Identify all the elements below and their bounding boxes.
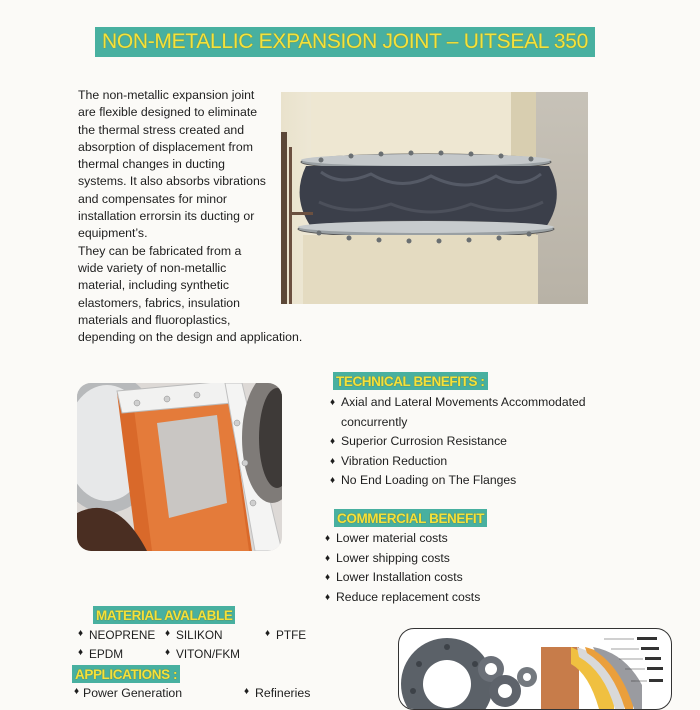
intro-line: and compensates for minor bbox=[78, 191, 228, 206]
diamond-bullet-icon: ♦ bbox=[325, 591, 331, 603]
list-item bbox=[325, 588, 585, 608]
orange-bellows-photo bbox=[77, 383, 282, 551]
layer-diagram-illustration bbox=[399, 629, 671, 709]
list-item bbox=[325, 529, 585, 549]
list-item-text: Lower shipping costs bbox=[336, 550, 450, 565]
material-item: ♦ VITON/FKM bbox=[165, 647, 241, 661]
diamond-bullet-icon: ♦ bbox=[325, 533, 331, 544]
page-title: NON-METALLIC EXPANSION JOINT – UITSEAL 350 bbox=[101, 30, 589, 53]
list-item-text: Lower material costs bbox=[336, 531, 448, 545]
intro-line: elastomers, fabrics, insulation bbox=[78, 295, 240, 310]
list-item-text: Superior Currosion Resistance bbox=[341, 434, 507, 448]
list-item bbox=[330, 471, 610, 491]
intro-paragraph-1 bbox=[78, 87, 300, 243]
technical-benefits-heading-bar bbox=[333, 372, 488, 390]
intro-line: installation errorsin its ducting or bbox=[78, 209, 255, 224]
diamond-bullet-icon: ♦ bbox=[330, 397, 336, 408]
application-item: ♦ Refineries bbox=[244, 686, 311, 700]
material-available-heading-bar bbox=[93, 606, 235, 624]
material-row-2 bbox=[78, 647, 240, 661]
material-available-heading: MATERIAL AVALABLE bbox=[96, 607, 233, 623]
diamond-bullet-icon: ♦ bbox=[330, 475, 336, 486]
list-item-text: Lower Installation costs bbox=[336, 570, 463, 584]
list-item bbox=[325, 549, 585, 569]
list-item bbox=[330, 452, 610, 472]
diamond-bullet-icon: ♦ bbox=[330, 455, 336, 467]
intro-text bbox=[78, 87, 303, 346]
intro-line: They can be fabricated from a bbox=[78, 243, 242, 258]
commercial-benefit-heading: COMMERCIAL BENEFIT bbox=[337, 510, 485, 526]
diamond-bullet-icon: ♦ bbox=[165, 628, 171, 639]
intro-line: systems. It also absorbs vibrations bbox=[78, 174, 266, 189]
diamond-bullet-icon: ♦ bbox=[244, 686, 250, 697]
list-item-text: Vibration Reduction bbox=[341, 453, 448, 468]
diamond-bullet-icon: ♦ bbox=[78, 647, 84, 658]
applications-heading-bar bbox=[72, 665, 180, 683]
intro-line: absorption of displacement from bbox=[78, 139, 253, 154]
commercial-benefit-heading-bar bbox=[334, 509, 487, 527]
list-item-text: No End Loading on The Flanges bbox=[341, 473, 517, 487]
diamond-bullet-icon: ♦ bbox=[165, 647, 171, 658]
material-item: ♦ PTFE bbox=[265, 628, 307, 642]
intro-paragraph-2 bbox=[78, 243, 303, 347]
intro-line: depending on the design and application. bbox=[78, 330, 303, 345]
list-item bbox=[330, 432, 610, 452]
product-layer-diagram bbox=[398, 628, 672, 710]
intro-line: The non-metallic expansion joint bbox=[78, 88, 255, 102]
diamond-bullet-icon: ♦ bbox=[325, 552, 331, 564]
material-row-1 bbox=[78, 628, 306, 642]
expansion-joint-photo bbox=[281, 92, 588, 304]
applications-heading: APPLICATIONS : bbox=[75, 666, 178, 682]
material-item: ♦ SILIKON bbox=[165, 628, 223, 642]
page-title-banner bbox=[95, 27, 595, 57]
list-item bbox=[330, 393, 610, 432]
intro-line: wide variety of non-metallic bbox=[78, 260, 227, 275]
expansion-joint-illustration bbox=[281, 92, 588, 304]
intro-line: are flexible designed to eliminate bbox=[78, 105, 258, 120]
diamond-bullet-icon: ♦ bbox=[78, 628, 84, 639]
technical-benefits-heading: TECHNICAL BENEFITS : bbox=[336, 373, 485, 389]
intro-line: thermal changes in ducting bbox=[78, 157, 225, 172]
intro-line: the thermal stress created and bbox=[78, 122, 245, 137]
list-item-text: Axial and Lateral Movements Accommodated concurrently bbox=[341, 395, 586, 429]
orange-bellows-illustration bbox=[77, 383, 282, 551]
material-item: ♦ NEOPRENE bbox=[78, 628, 156, 642]
intro-line: materials and fluoroplastics, bbox=[78, 312, 231, 327]
application-item: ♦ Power Generation bbox=[74, 686, 183, 700]
commercial-benefit-list bbox=[325, 529, 585, 607]
technical-benefits-list bbox=[330, 393, 610, 491]
list-item-text: Reduce replacement costs bbox=[336, 589, 481, 604]
diamond-bullet-icon: ♦ bbox=[265, 628, 271, 639]
material-item: ♦ EPDM bbox=[78, 647, 124, 661]
intro-line: material, including synthetic bbox=[78, 278, 230, 293]
diamond-bullet-icon: ♦ bbox=[74, 686, 80, 697]
list-item bbox=[325, 568, 585, 588]
diamond-bullet-icon: ♦ bbox=[325, 572, 331, 583]
intro-line: equipment’s. bbox=[78, 226, 148, 241]
applications-row bbox=[74, 686, 310, 700]
diamond-bullet-icon: ♦ bbox=[330, 436, 336, 447]
